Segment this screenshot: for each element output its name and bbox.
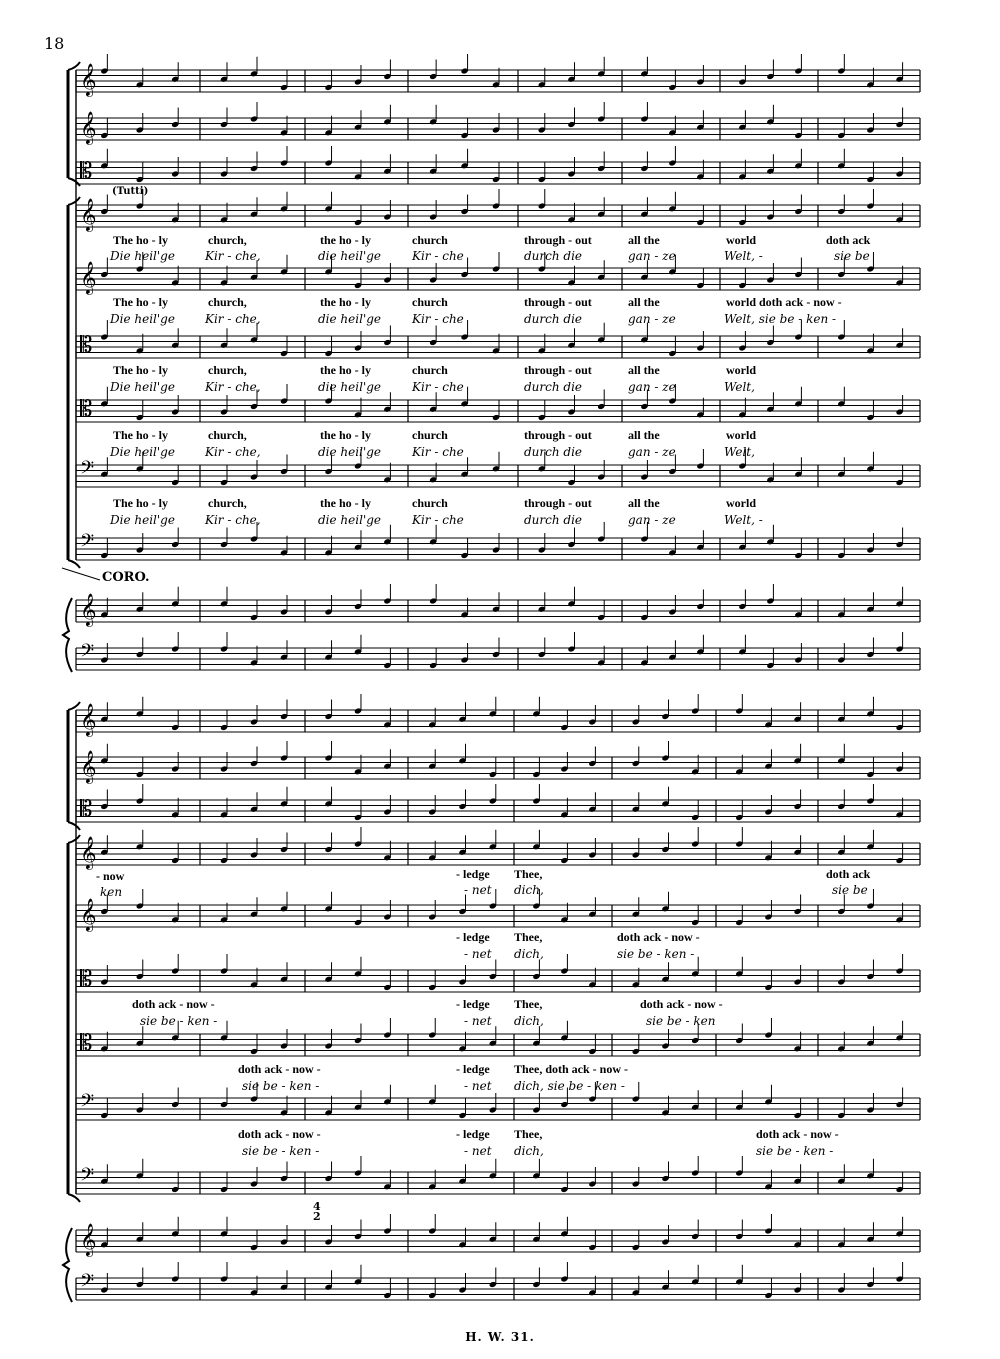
lyric: church [412,295,448,309]
bass-clef-icon: 𝄢 [80,1271,95,1296]
figured-bass: 2 [313,1210,321,1223]
lyric: - ledge [456,930,490,944]
lyric: church [412,363,448,377]
lyric: - net [464,947,492,961]
alto-clef-icon: 𝄡 [80,967,93,992]
bass-clef-icon: 𝄢 [80,1091,95,1116]
lyric: durch die [524,380,583,394]
lyric: doth ack - now - [238,1062,321,1076]
lyric: doth ack - now - [132,997,215,1011]
lyric: The ho - ly [113,363,169,377]
lyric: Thee, [514,867,543,881]
lyric: all the [628,233,660,247]
lyric: - net [464,1014,492,1028]
lyric: all the [628,428,660,442]
lyric: world [726,233,756,247]
lyric: Kir - che, [205,380,261,394]
lyric: Thee, [514,1127,543,1141]
alto-clef-icon: 𝄡 [80,397,93,422]
lyric: Thee, doth ack - now - [514,1062,629,1076]
treble-clef-icon: 𝄞 [80,898,97,931]
lyric: sie be [832,883,868,897]
lyric: - net [464,883,492,897]
lyric: church [412,496,448,510]
lyric: Kir - che [412,380,464,394]
treble-clef-icon: 𝄞 [80,63,97,96]
lyric: the ho - ly [320,295,371,309]
lyric: dich, [514,1144,544,1158]
lyric: the ho - ly [320,233,371,247]
lyric: through - out [524,295,592,309]
lyric: sie be [834,249,870,263]
lyric: doth ack [826,233,871,247]
treble-clef-icon: 𝄞 [80,750,97,783]
bass-clef-icon: 𝄢 [80,531,95,556]
lyric: gan - ze [628,312,676,326]
treble-clef-icon: 𝄞 [80,593,97,626]
lyric: die heil'ge [318,249,382,263]
lyric: - ledge [456,997,490,1011]
lyric: Welt, - [724,513,763,527]
bracket-hook [68,560,80,568]
lyric: durch die [524,445,583,459]
lyric: dich, sie be - ken - [514,1079,625,1093]
lyric: sie be - ken - [617,947,695,961]
lyric: durch die [524,312,583,326]
lyric: church, [208,233,247,247]
lyric: Die heil'ge [110,312,175,326]
lyric: gan - ze [628,513,676,527]
page-number: 18 [44,34,65,53]
lyric: Kir - che, [205,249,261,263]
lyric: - net [464,1144,492,1158]
lyric: Die heil'ge [110,445,175,459]
lyric: through - out [524,428,592,442]
lyric: the ho - ly [320,496,371,510]
lyric: durch die [524,249,583,263]
lyric: sie be - ken - [242,1144,320,1158]
lyric: Welt, [724,380,755,394]
system-separator [62,568,100,580]
treble-clef-icon: 𝄞 [80,261,97,294]
lyric: church, [208,428,247,442]
lyric: The ho - ly [113,233,169,247]
plate-number: H. W. 31. [465,1330,535,1344]
bracket-hook [68,822,80,830]
lyric: Die heil'ge [110,249,175,263]
bass-clef-icon: 𝄢 [80,458,95,483]
lyric: world [726,428,756,442]
lyric: doth ack - now - [756,1127,839,1141]
lyric: dich, [514,883,544,897]
lyric: dich, [514,1014,544,1028]
lyric: doth ack - now - [640,997,723,1011]
figured-bass: 4 [313,1200,321,1213]
lyric: die heil'ge [318,445,382,459]
lyric: sie be - ken - [242,1079,320,1093]
lyric: Kir - che [412,249,464,263]
bass-clef-icon: 𝄢 [80,1165,95,1190]
lyric: Kir - che [412,312,464,326]
bracket-hook [68,1194,80,1202]
lyric: gan - ze [628,445,676,459]
lyric: Kir - che, [205,513,261,527]
lyric: Thee, [514,997,543,1011]
lyric: The ho - ly [113,295,169,309]
lyric: - now [96,869,125,883]
lyric: Kir - che, [205,312,261,326]
lyric: all the [628,363,660,377]
lyric: church, [208,496,247,510]
lyric: - ledge [456,1127,490,1141]
lyric: Welt, [724,445,755,459]
lyric: - net [464,1079,492,1093]
treble-clef-icon: 𝄞 [80,1223,97,1256]
bracket-hook [68,178,80,186]
lyric: doth ack - now - [238,1127,321,1141]
bass-clef-icon: 𝄢 [80,641,95,666]
tutti-marking: (Tutti) [112,186,149,197]
treble-clef-icon: 𝄞 [80,703,97,736]
lyric: - ledge [456,867,490,881]
lyric: Die heil'ge [110,513,175,527]
brace [63,598,72,672]
lyric: doth ack [826,867,871,881]
lyric: sie be - ken - [140,1014,218,1028]
lyric: die heil'ge [318,513,382,527]
bracket-hook [68,835,80,843]
lyric: church, [208,363,247,377]
bracket-hook [68,197,80,205]
lyric: doth ack - now - [617,930,700,944]
lyric: all the [628,496,660,510]
lyric: through - out [524,496,592,510]
lyric: church [412,233,448,247]
lyric: ken [100,885,123,899]
alto-clef-icon: 𝄡 [80,797,93,822]
lyric: Thee, [514,930,543,944]
lyric: Die heil'ge [110,380,175,394]
bracket-hook [68,702,80,710]
lyric: church, [208,295,247,309]
lyric: the ho - ly [320,428,371,442]
lyric: through - out [524,233,592,247]
lyric: The ho - ly [113,428,169,442]
lyric: Kir - che, [205,445,261,459]
treble-clef-icon: 𝄞 [80,198,97,231]
treble-clef-icon: 𝄞 [80,836,97,869]
lyric: world doth ack - now - [726,295,842,309]
lyric: all the [628,295,660,309]
lyric: Welt, sie be - ken - [724,312,837,326]
lyric: dich, [514,947,544,961]
lyric: church [412,428,448,442]
lyric: die heil'ge [318,380,382,394]
lyric: through - out [524,363,592,377]
alto-clef-icon: 𝄡 [80,333,93,358]
lyric: Kir - che [412,513,464,527]
lyric: Kir - che [412,445,464,459]
lyric: - ledge [456,1062,490,1076]
treble-clef-icon: 𝄞 [80,111,97,144]
lyric: world [726,496,756,510]
lyric: gan - ze [628,249,676,263]
lyric: world [726,363,756,377]
lyric: the ho - ly [320,363,371,377]
brace [63,1228,72,1302]
lyric: die heil'ge [318,312,382,326]
lyric: durch die [524,513,583,527]
bracket-hook [68,62,80,70]
lyric: sie be - ken [646,1014,716,1028]
lyric: Welt, - [724,249,763,263]
alto-clef-icon: 𝄡 [80,159,93,184]
alto-clef-icon: 𝄡 [80,1031,93,1056]
lyric: The ho - ly [113,496,169,510]
coro-marking: CORO. [102,570,150,585]
lyric: gan - ze [628,380,676,394]
lyric: sie be - ken - [756,1144,834,1158]
